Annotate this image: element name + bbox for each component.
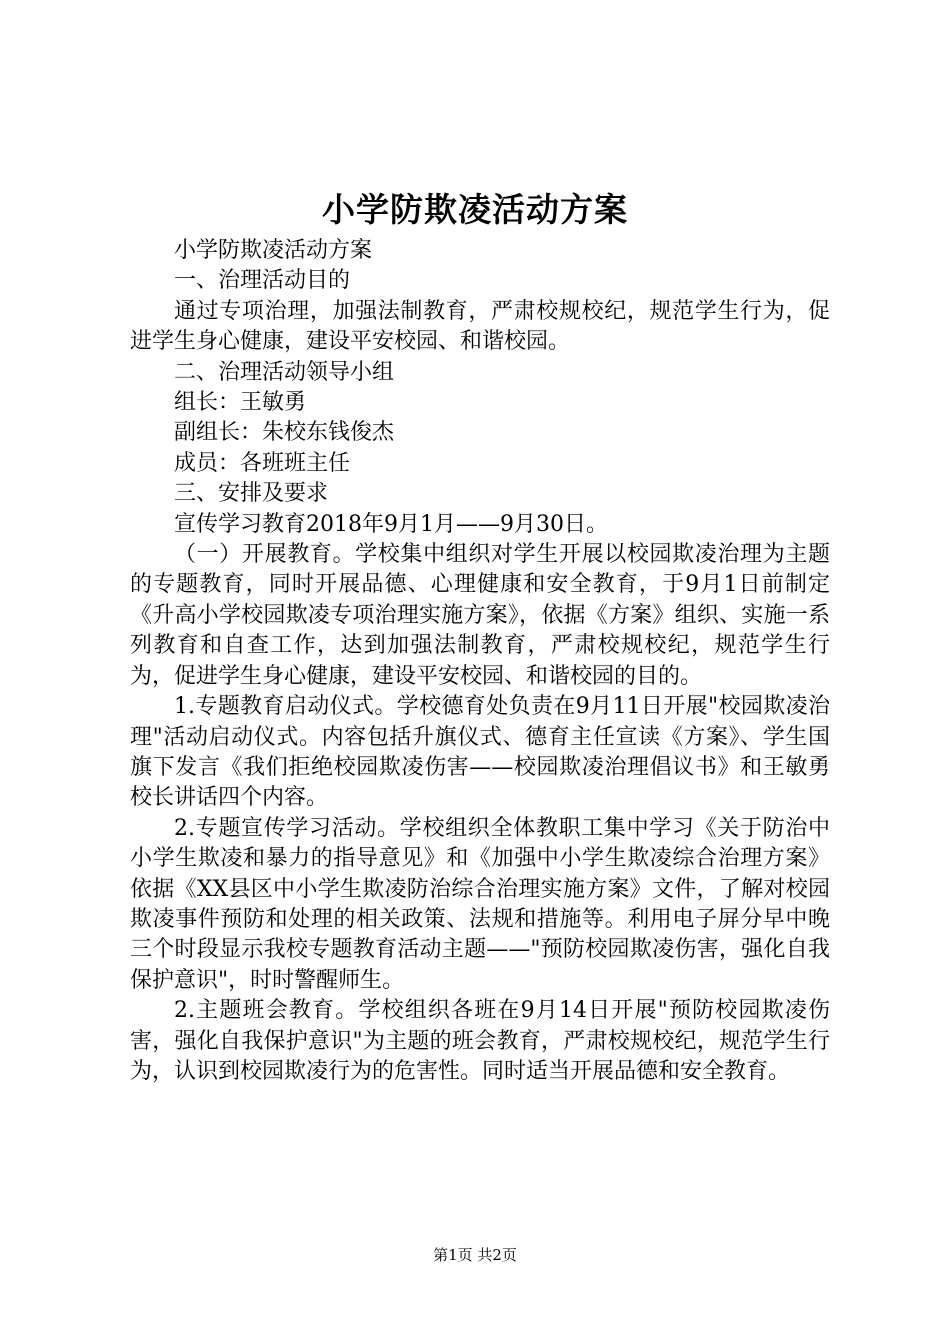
section-heading-3: 三、安排及要求 [174,481,329,507]
leader-line: 组长：王敏勇 [174,390,307,416]
page-number-footer: 第1页 共2页 [433,1246,517,1264]
paragraph-heading-repeat: 小学防欺凌活动方案 [174,238,373,263]
deputy-leader-line: 副组长：朱校东钱俊杰 [174,420,395,446]
members-line: 成员：各班班主任 [174,450,351,476]
paragraph: 2.主题班会教育。学校组织各班在9月14日开展"预防校园欺凌伤害，强化自我保护意识"为主题的班会教育，严肃校规校纪，规范学生行为，认识到校园欺凌行为的危害性。同时适当开展品德和安全教育。 [130,998,830,1084]
section-heading-2: 二、治理活动领导小组 [174,359,395,385]
paragraph: 通过专项治理，加强法制教育，严肃校规校纪，规范学生行为，促进学生身心健康，建设平安校园、和谐校园。 [130,298,830,355]
paragraph: （一）开展教育。学校集中组织对学生开展以校园欺凌治理为主题的专题教育，同时开展品德、心理健康和安全教育，于9月1日前制定《升高小学校园欺凌专项治理实施方案》，依据《方案》组织、实施一系列教育和自查工作，达到加强法制教育，严肃校规校纪，规范学生行为，促进学生身心健康，建设平安校园、和谐校园的目的。 [130,542,830,689]
paragraph: 2.专题宣传学习活动。学校组织全体教职工集中学习《关于防治中小学生欺凌和暴力的指导意见》和《加强中小学生欺凌综合治理方案》依据《XX县区中小学生欺凌防治综合治理实施方案》文件，了解对校园欺凌事件预防和处理的相关政策、法规和措施等。利用电子屏分早中晚三个时段显示我校专题教育活动主题——"预防校园欺凌伤害，强化自我保护意识"，时时警醒师生。 [130,815,830,993]
schedule-line: 宣传学习教育2018年9月1月——9月30日。 [174,511,608,537]
section-heading-1: 一、治理活动目的 [174,268,351,294]
document-title: 小学防欺凌活动方案 [322,190,628,229]
paragraph: 1.专题教育启动仪式。学校德育处负责在9月11日开展"校园欺凌治理"活动启动仪式。内容包括升旗仪式、德育主任宣读《方案》、学生国旗下发言《我们拒绝校园欺凌伤害——校园欺凌治理倡议书》和王敏勇校长讲话四个内容。 [130,694,830,811]
document-body [130,236,830,1087]
